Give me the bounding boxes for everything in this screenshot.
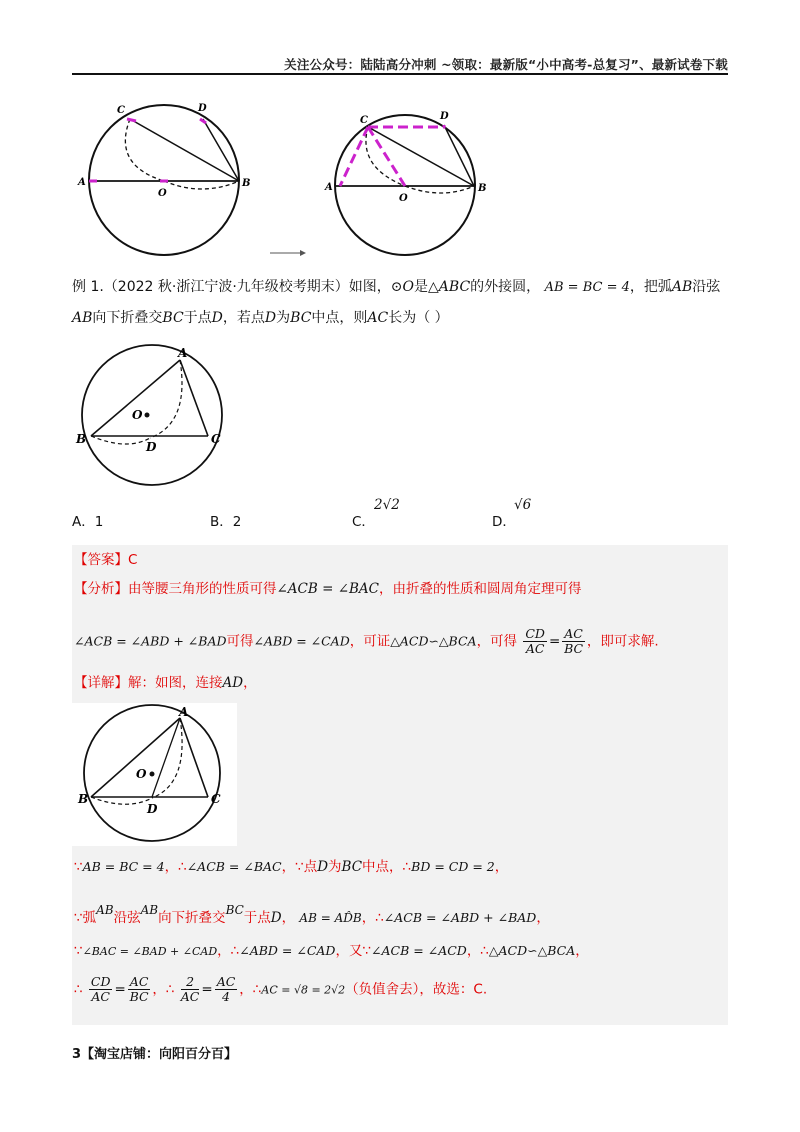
denominator: AC <box>525 641 545 656</box>
label-a-right: A <box>325 182 333 193</box>
step-text: ，∴ <box>466 943 489 959</box>
analysis-line-2: ∠ACB = ∠ABD + ∠BAD可得∠ABD = ∠CAD，可证△ACD∽△BCA，可得 $\frac{CD}{AC}$ = $\frac{AC}{BC}$ ，即可求解. <box>74 626 659 656</box>
point-d: D <box>264 310 277 326</box>
analysis-text: 由等腰三角形的性质可得 <box>128 581 277 597</box>
label-b: B <box>242 178 251 189</box>
q-label-o: O <box>132 408 143 422</box>
answer-value: C <box>128 552 138 568</box>
question-text: ，若点 <box>222 310 265 326</box>
step-eq: △ACD∽△BCA <box>488 943 576 958</box>
analysis-eq: ∠ACB = ∠BAC <box>276 581 380 597</box>
step-3 <box>74 941 589 962</box>
label-c: C <box>117 105 125 116</box>
option-d-letter <box>492 510 516 530</box>
segment-ad: AD <box>222 675 244 691</box>
analysis-eq: △ACD∽△BCA <box>390 633 477 649</box>
therefore-symbol: ∴ <box>74 981 83 998</box>
because-symbol: ∵弧 <box>74 910 97 926</box>
question-prefix: 例 1.（2022 秋·浙江宁波·九年级校考期末）如图， <box>72 279 391 295</box>
step-2 <box>74 900 550 928</box>
q-label-d: D <box>146 440 157 454</box>
transition-arrow <box>270 250 306 256</box>
option-letter: D． <box>492 514 516 530</box>
step-text: ，∴ <box>361 910 384 926</box>
question-text: 向下折叠交 <box>92 310 163 326</box>
header-rule <box>72 73 728 75</box>
numerator: AC <box>564 626 583 641</box>
step-text: ， <box>494 859 509 875</box>
step-text: ，又∵ <box>335 943 372 959</box>
page-footer: 3【淘宝店铺：向阳百分百】 <box>72 1047 238 1062</box>
step-text: ，∵点 <box>281 859 318 875</box>
point-d: D <box>270 910 282 926</box>
option-b <box>210 510 241 530</box>
detail-line <box>74 673 257 693</box>
fraction <box>215 975 238 1004</box>
step-text: ， <box>536 910 550 926</box>
fraction <box>562 627 585 656</box>
figure-right <box>324 111 486 255</box>
step-text: ，∴ <box>217 943 240 959</box>
step-eq: ∠ACB = ∠BAC <box>186 859 282 874</box>
label-d: D <box>198 103 207 114</box>
step-text: 中点，∴ <box>362 859 412 875</box>
analysis-line-1 <box>74 579 582 599</box>
answer-line <box>74 550 137 570</box>
option-letter: C． <box>352 514 375 530</box>
segment-ac: AC <box>367 310 389 326</box>
question-text: 是 <box>414 279 429 295</box>
segment-bc: BC <box>290 310 312 326</box>
option-d-value: √6 <box>514 497 532 513</box>
fraction <box>89 975 113 1004</box>
option-c-letter <box>352 510 375 530</box>
fraction <box>523 627 547 656</box>
because-symbol: ∵ <box>74 943 83 959</box>
q-label-a: A <box>178 346 188 360</box>
q-label-c: C <box>211 432 221 446</box>
numerator: CD <box>525 626 545 641</box>
question-line-1 <box>72 277 720 298</box>
d-label-d: D <box>147 802 158 816</box>
analysis-text: ，即可求解. <box>586 633 659 650</box>
fraction <box>128 975 151 1004</box>
step-eq: AB = AD̂B <box>299 911 362 925</box>
step-eq: AC = √8 = 2√2 <box>261 983 346 997</box>
analysis-text: ，可得 <box>476 633 518 650</box>
denominator: 4 <box>222 989 230 1004</box>
detail-tag: 【详解】 <box>74 675 128 691</box>
numerator: 2 <box>181 975 200 990</box>
answer-tag: 【答案】 <box>74 552 128 568</box>
question-figure <box>72 343 242 493</box>
option-value: 1 <box>94 514 104 530</box>
denominator: BC <box>564 641 584 656</box>
question-text: 于点 <box>183 310 212 326</box>
label-o-right: O <box>399 193 408 204</box>
denominator: AC <box>180 989 200 1004</box>
numerator: AC <box>216 974 236 989</box>
chord-ab: AB <box>72 310 93 326</box>
step-text: 向下折叠交 <box>158 910 226 926</box>
detail-text: ， <box>243 675 257 691</box>
analysis-text: ，由折叠的性质和圆周角定理可得 <box>379 581 582 597</box>
label-d-right: D <box>440 111 449 122</box>
step-eq: ∠ACB = ∠ABD + ∠BAD <box>383 910 537 925</box>
detail-text: 解：如图，连接 <box>128 675 223 691</box>
question-text: 长为（ ） <box>388 310 449 326</box>
d-label-b: B <box>78 792 89 806</box>
analysis-text: 可得 <box>226 633 254 650</box>
label-o: O <box>158 188 167 199</box>
circle-o: ⊙O <box>390 279 415 295</box>
page-header: 关注公众号：陆陆高分冲刺 ~领取：最新版“小中高考-总复习”、最新试卷下载 <box>284 57 728 72</box>
step-text: 于点 <box>243 910 271 926</box>
option-c-value: 2√2 <box>374 497 400 513</box>
step-eq: AB = BC = 4 <box>82 859 165 874</box>
option-letter: B． <box>210 514 233 530</box>
numerator: AC <box>129 974 149 989</box>
denominator: BC <box>129 989 149 1004</box>
arc-ab: AB <box>671 279 693 295</box>
numerator: CD <box>90 974 111 989</box>
analysis-eq: ∠ABD = ∠CAD <box>253 633 350 649</box>
d-label-a: A <box>179 705 189 719</box>
step-text: ，∴ <box>164 859 187 875</box>
label-c-right: C <box>360 115 368 126</box>
step-eq: BD = CD = 2 <box>411 859 495 874</box>
step-text: ，∴ <box>239 981 262 998</box>
analysis-text: ，可证 <box>349 633 391 650</box>
option-a <box>72 510 103 530</box>
figure-left <box>77 103 250 255</box>
because-symbol: ∵ <box>74 859 83 875</box>
d-label-o: O <box>136 767 147 781</box>
question-line-2 <box>72 308 449 328</box>
analysis-tag: 【分析】 <box>74 581 128 597</box>
step-text: ，∴ <box>152 981 175 998</box>
d-label-c: C <box>211 792 221 806</box>
question-text: 沿弦 <box>692 279 721 295</box>
question-text: 为 <box>276 310 291 326</box>
q-label-b: B <box>76 432 87 446</box>
denominator: AC <box>91 989 110 1004</box>
question-text: 中点，则 <box>311 310 368 326</box>
segment-bc: BC <box>225 903 244 917</box>
step-text: ， <box>575 943 589 959</box>
label-a: A <box>78 177 86 188</box>
eq-ab-bc: AB = BC = 4 <box>544 280 630 295</box>
triangle-abc: △ABC <box>428 279 471 295</box>
point-d: D <box>211 310 223 326</box>
point-d: D <box>317 859 329 875</box>
segment-bc: BC <box>162 310 184 326</box>
arc-ab: AB <box>96 903 114 917</box>
top-figures <box>72 95 512 265</box>
label-b-right: B <box>478 183 487 194</box>
step-eq: ∠BAC = ∠BAD + ∠CAD <box>82 945 218 958</box>
detail-figure <box>72 703 237 846</box>
option-value: 2 <box>232 514 242 530</box>
option-letter: A． <box>72 514 95 530</box>
step-text: 沿弦 <box>113 910 141 926</box>
analysis-eq: ∠ACB = ∠ABD + ∠BAD <box>74 633 227 649</box>
step-text: 为 <box>328 859 342 875</box>
question-text: ，把弧 <box>629 279 672 295</box>
step-text: （负值舍去），故选：C. <box>345 981 488 998</box>
step-4: ∴ $\frac{CD}{AC}$ = $\frac{AC}{BC}$ ，∴ $\frac{2}{AC}$ = $\frac{AC}{4}$ ，∴AC = √8 = 2√2（负值舍去），故选：C. <box>74 974 488 1004</box>
segment-bc: BC <box>341 859 363 875</box>
step-eq: ∠ACB = ∠ACD <box>371 943 467 958</box>
step-1 <box>74 857 508 877</box>
chord-ab: AB <box>140 903 159 917</box>
step-text: ， <box>281 910 296 926</box>
fraction <box>181 975 200 1004</box>
step-eq: ∠ABD = ∠CAD <box>239 943 336 958</box>
question-text: 的外接圆， <box>470 279 541 295</box>
